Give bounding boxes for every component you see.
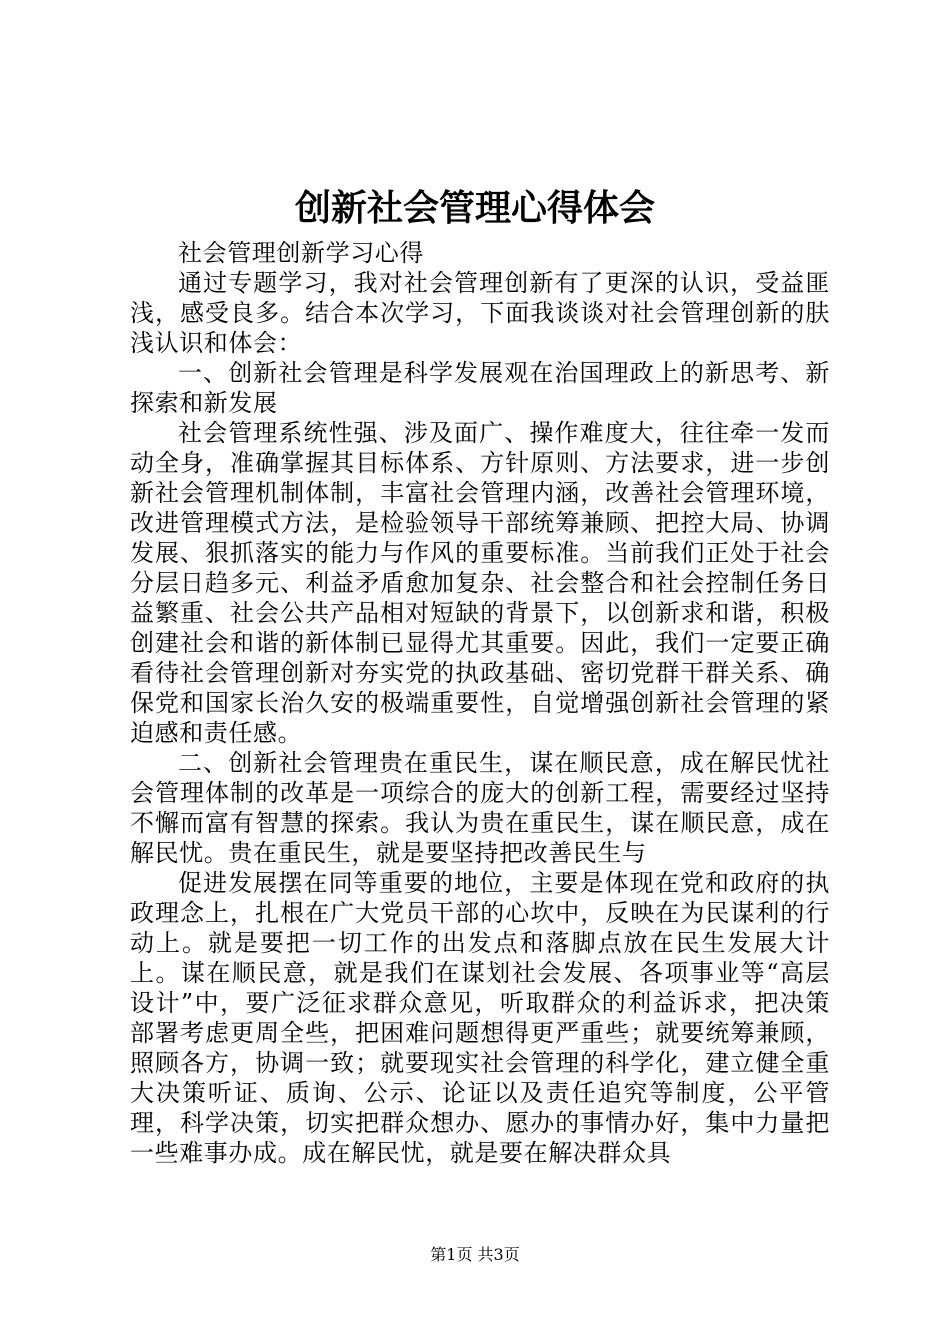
document-title: 创新社会管理心得体会 (294, 187, 655, 229)
paragraph-heading-one: 一、创新社会管理是科学发展观在治国理政上的新思考、新探索和新发展 (130, 359, 830, 417)
paragraph-section-two: 促进发展摆在同等重要的地位，主要是体现在党和政府的执政理念上，扎根在广大党员干部的心坎中，反映在为民谋利的行动上。就是要把一切工作的出发点和落脚点放在民生发展大计上。谋在顺民意，就是我们在谋划社会发展、各项事业等“高层设计”中，要广泛征求群众意见，听取群众的利益诉求，把决策部署考虑更周全些，把困难问题想得更严重些；就要统筹兼顾，照顾各方，协调一致；就要现实社会管理的科学化，建立健全重大决策听证、质询、公示、论证以及责任追究等制度，公平管理，科学决策，切实把群众想办、愿办的事情办好，集中力量把一些难事办成。成在解民忧，就是要在解决群众具 (130, 869, 830, 1167)
document-body (130, 238, 830, 1168)
paragraph-heading-two: 二、创新社会管理贵在重民生，谋在顺民意，成在解民忧社会管理体制的改革是一项综合的庞大的创新工程，需要经过坚持不懈而富有智慧的探索。我认为贵在重民生，谋在顺民意，成在解民忧。贵在重民生，就是要坚持把改善民生与 (130, 749, 830, 867)
paragraph-intro: 通过专题学习，我对社会管理创新有了更深的认识，受益匪浅，感受良多。结合本次学习，下面我谈谈对社会管理创新的肤浅认识和体会： (130, 269, 830, 357)
paragraph-section-one: 社会管理系统性强、涉及面广、操作难度大，往往牵一发而动全身，准确掌握其目标体系、方针原则、方法要求，进一步创新社会管理机制体制，丰富社会管理内涵，改善社会管理环境，改进管理模式方法，是检验领导干部统筹兼顾、把控大局、协调发展、狠抓落实的能力与作风的重要标准。当前我们正处于社会分层日趋多元、利益矛盾愈加复杂、社会整合和社会控制任务日益繁重、社会公共产品相对短缺的背景下，以创新求和谐，积极创建社会和谐的新体制已显得尤其重要。因此，我们一定要正确看待社会管理创新对夯实党的执政基础、密切党群干群关系、确保党和国家长治久安的极端重要性，自觉增强创新社会管理的紧迫感和责任感。 (130, 419, 830, 747)
paragraph-subtitle: 社会管理创新学习心得 (178, 239, 424, 267)
page-number-footer: 第1页 共3页 (430, 1245, 520, 1264)
